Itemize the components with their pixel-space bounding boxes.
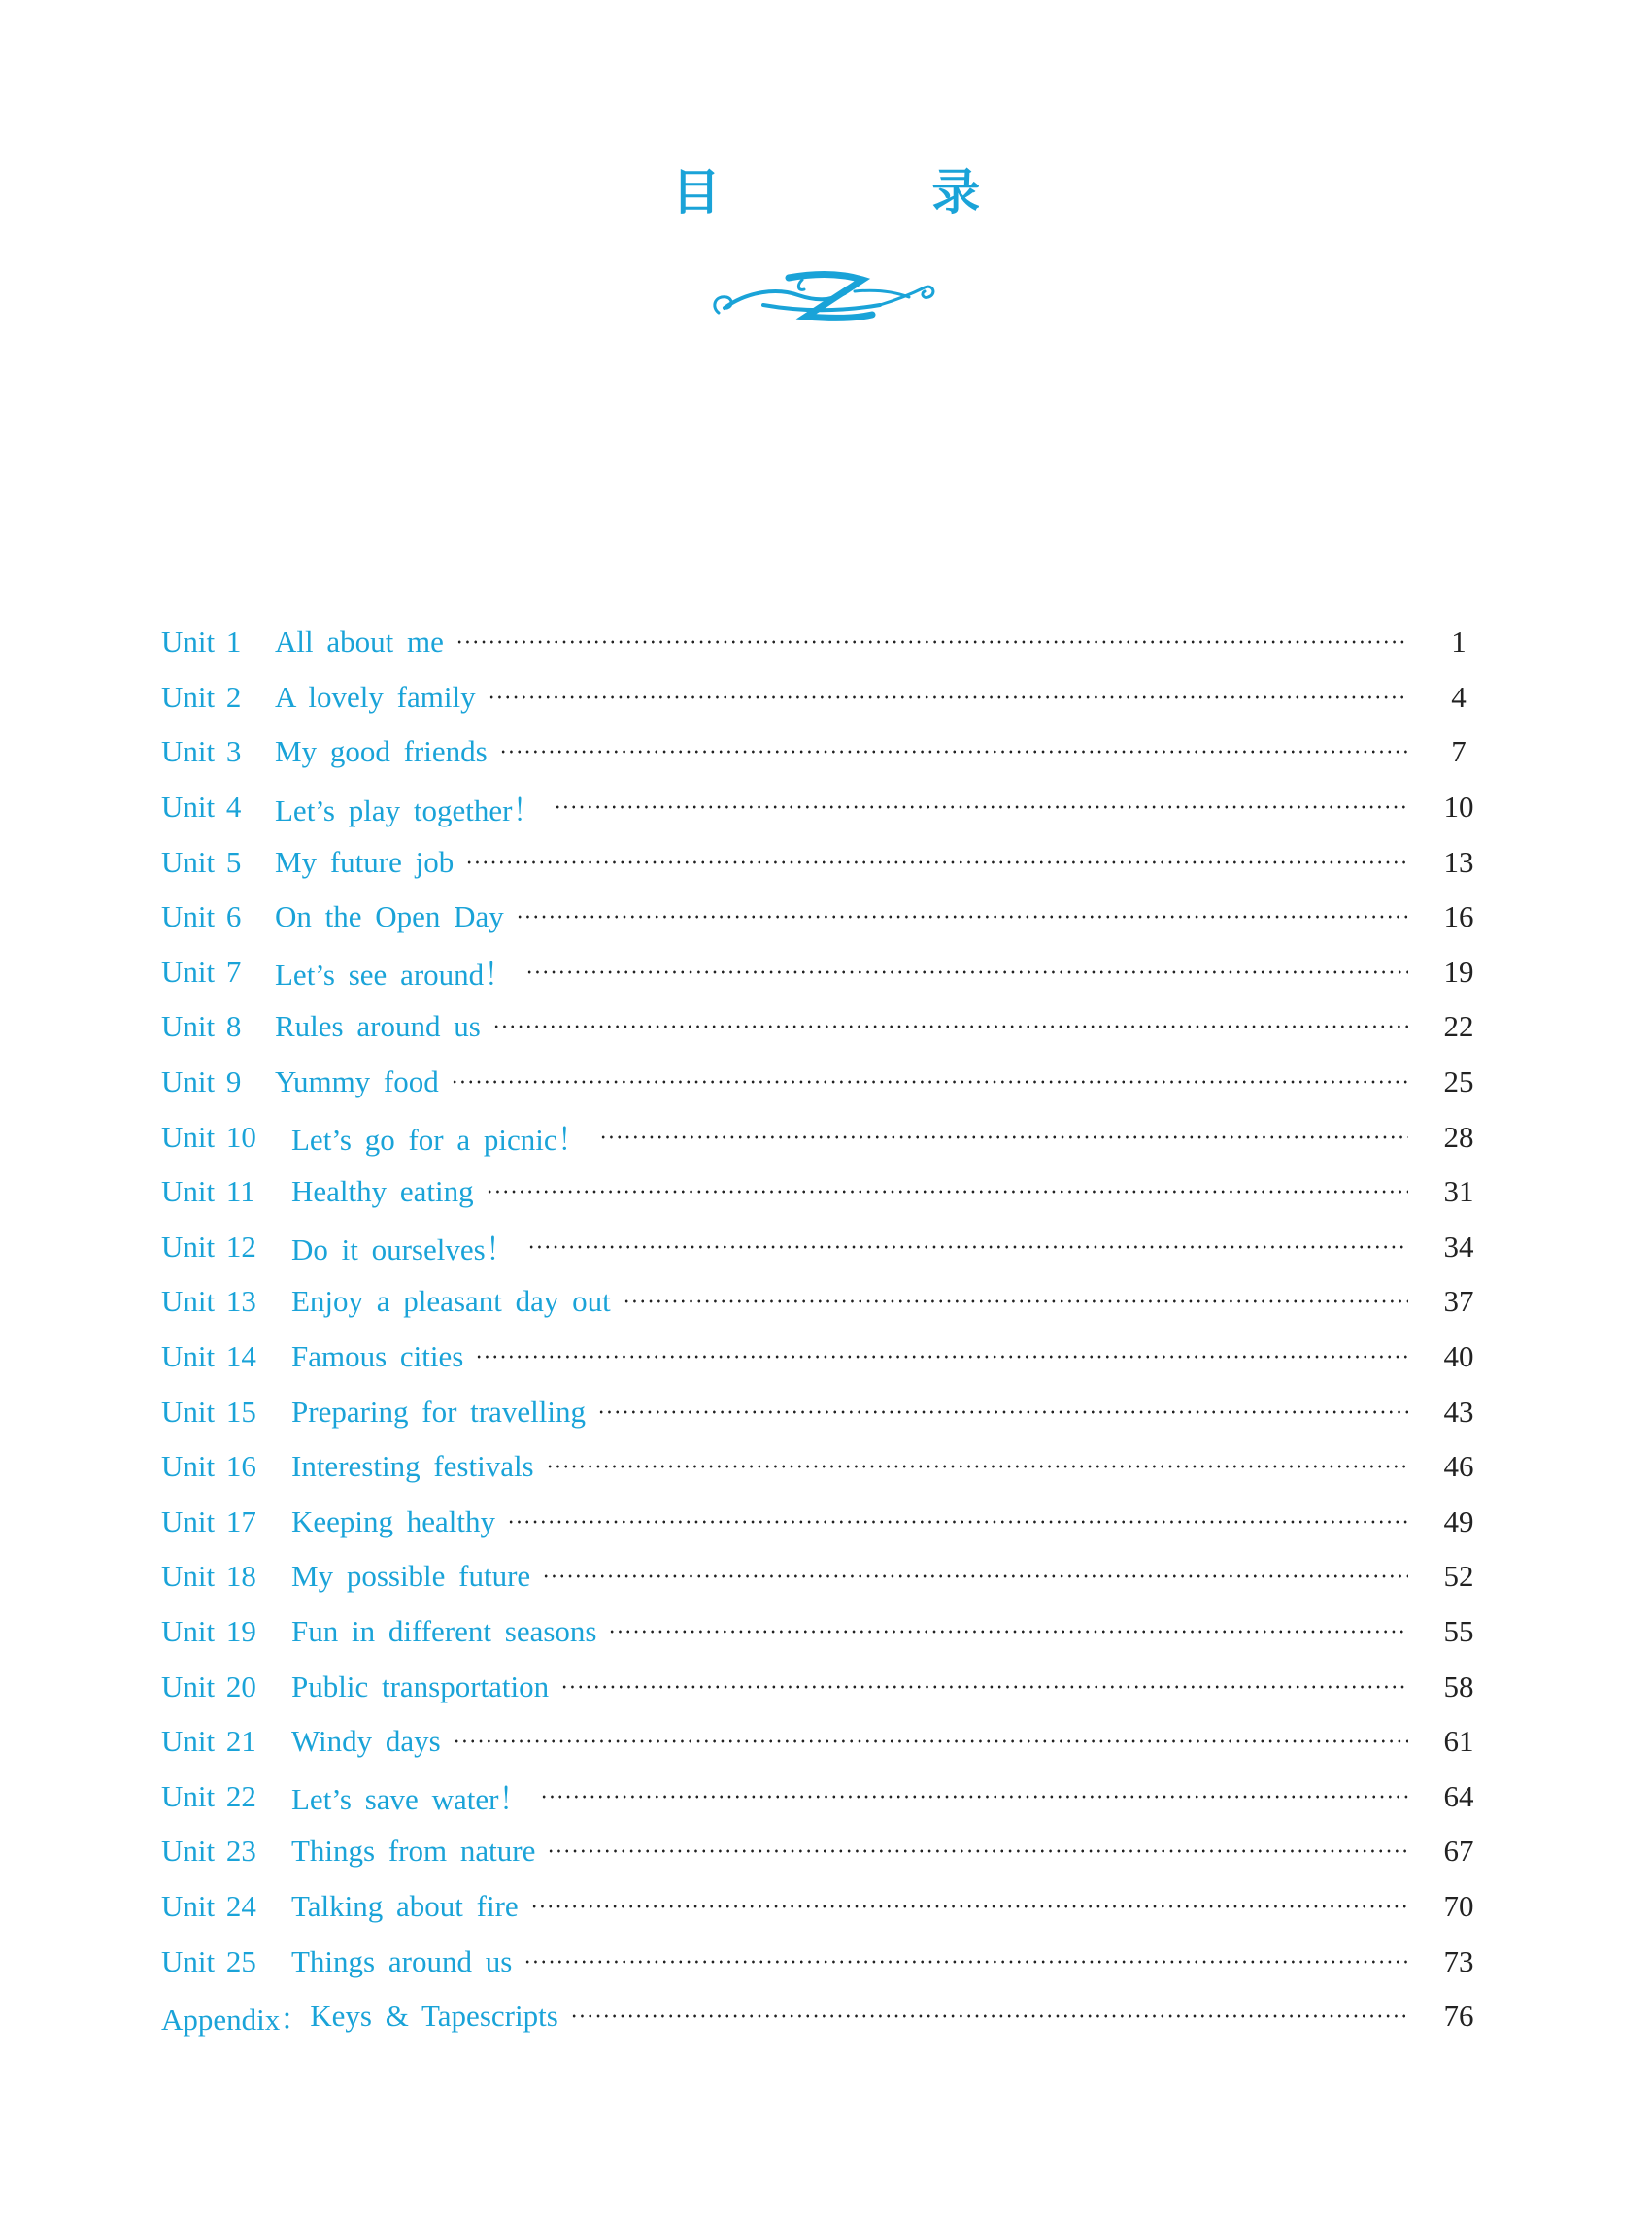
toc-entry[interactable]	[161, 1384, 1482, 1439]
unit-title: On the Open Day	[275, 899, 504, 934]
toc-entry[interactable]	[161, 1274, 1482, 1330]
unit-label: Unit 9	[161, 1064, 242, 1099]
flourish-ornament-icon	[709, 262, 938, 332]
toc-entry[interactable]	[161, 1109, 1482, 1164]
dot-leader	[486, 1190, 1408, 1194]
unit-label: Unit 23	[161, 1834, 256, 1869]
toc-entry[interactable]	[161, 1604, 1482, 1660]
unit-label: Unit 8	[161, 1009, 242, 1044]
table-of-contents	[161, 615, 1482, 2043]
dot-leader	[475, 1355, 1408, 1359]
toc-entry[interactable]	[161, 1824, 1482, 1879]
unit-label: Unit 7	[161, 954, 242, 989]
unit-title: All about me	[275, 624, 444, 659]
unit-title: Do it ourselves！	[291, 1232, 516, 1267]
unit-label: Unit 5	[161, 844, 242, 879]
toc-entry[interactable]	[161, 1330, 1482, 1385]
page-number: 28	[1443, 1119, 1474, 1154]
dot-leader	[492, 1025, 1408, 1028]
dot-leader	[507, 1520, 1408, 1524]
toc-entry[interactable]	[161, 1439, 1482, 1495]
dot-leader	[516, 915, 1408, 919]
toc-entry[interactable]	[161, 999, 1482, 1055]
page-number: 73	[1443, 1943, 1474, 1978]
unit-title: Famous cities	[291, 1339, 464, 1374]
toc-entry[interactable]	[161, 1164, 1482, 1220]
page-number: 76	[1443, 1999, 1474, 2034]
toc-entry[interactable]	[161, 780, 1482, 835]
unit-label: Unit 1	[161, 624, 242, 659]
toc-entry[interactable]	[161, 1220, 1482, 1275]
page-number: 4	[1451, 679, 1467, 714]
unit-label: Unit 21	[161, 1724, 256, 1759]
dot-leader	[560, 1685, 1408, 1689]
toc-entry[interactable]	[161, 670, 1482, 725]
page-number: 61	[1443, 1724, 1474, 1759]
dot-leader	[530, 1905, 1408, 1908]
toc-entry[interactable]	[161, 834, 1482, 890]
unit-title: A lovely family	[275, 679, 476, 714]
dot-leader	[525, 970, 1408, 974]
page-number: 64	[1443, 1778, 1474, 1813]
dot-leader	[527, 1245, 1408, 1249]
toc-entry[interactable]	[161, 945, 1482, 1000]
toc-entry[interactable]	[161, 1714, 1482, 1770]
unit-title: Yummy food	[275, 1064, 439, 1099]
page-number: 55	[1443, 1613, 1474, 1648]
dot-leader	[499, 750, 1408, 754]
dot-leader	[608, 1630, 1408, 1634]
unit-title: My future job	[275, 844, 455, 879]
page-number: 58	[1443, 1669, 1474, 1703]
dot-leader	[465, 860, 1408, 864]
dot-leader	[523, 1960, 1408, 1964]
toc-entry[interactable]	[161, 1769, 1482, 1824]
toc-entry[interactable]	[161, 725, 1482, 780]
page-title: 目 录	[671, 164, 1078, 220]
dot-leader	[451, 1080, 1408, 1084]
unit-title: Fun in different seasons	[291, 1613, 597, 1648]
unit-label: Unit 22	[161, 1778, 256, 1813]
unit-label: Unit 17	[161, 1503, 256, 1538]
page-number: 13	[1443, 844, 1474, 879]
page-number: 7	[1451, 734, 1467, 769]
unit-title: Keeping healthy	[291, 1503, 496, 1538]
page-number: 52	[1443, 1559, 1474, 1594]
dot-leader	[488, 695, 1408, 699]
page-number: 31	[1443, 1174, 1474, 1209]
dot-leader	[597, 1410, 1408, 1414]
unit-label: Unit 13	[161, 1284, 256, 1319]
page-number: 67	[1443, 1834, 1474, 1869]
page-number: 40	[1443, 1339, 1474, 1374]
toc-entry[interactable]	[161, 1989, 1482, 2044]
toc-entry[interactable]	[161, 1055, 1482, 1110]
unit-title: Healthy eating	[291, 1174, 474, 1209]
unit-label: Unit 3	[161, 734, 242, 769]
unit-title: Rules around us	[275, 1009, 481, 1044]
dot-leader	[455, 640, 1408, 644]
unit-title: My good friends	[275, 734, 488, 769]
unit-label: Unit 20	[161, 1669, 256, 1703]
unit-label: Unit 18	[161, 1559, 256, 1594]
unit-label: Unit 24	[161, 1888, 256, 1923]
unit-title: Things around us	[291, 1943, 513, 1978]
unit-title: Enjoy a pleasant day out	[291, 1284, 611, 1319]
toc-entry[interactable]	[161, 890, 1482, 945]
unit-label: Unit 25	[161, 1943, 256, 1978]
toc-entry[interactable]	[161, 1879, 1482, 1935]
dot-leader	[554, 805, 1408, 809]
unit-title: Preparing for travelling	[291, 1394, 586, 1429]
page-number: 37	[1443, 1284, 1474, 1319]
page-number: 22	[1443, 1009, 1474, 1044]
unit-label: Unit 11	[161, 1174, 255, 1209]
unit-title: Let’s see around！	[275, 958, 515, 993]
unit-label: Unit 15	[161, 1394, 256, 1429]
page-number: 16	[1443, 899, 1474, 934]
unit-label: Unit 4	[161, 790, 242, 825]
unit-label: Unit 12	[161, 1229, 256, 1264]
unit-title: Public transportation	[291, 1669, 550, 1703]
page-number: 1	[1451, 624, 1467, 659]
toc-entry[interactable]	[161, 615, 1482, 670]
unit-label: Appendix：	[161, 2002, 311, 2037]
unit-title: Things from nature	[291, 1834, 536, 1869]
dot-leader	[599, 1135, 1408, 1139]
unit-title: My possible future	[291, 1559, 531, 1594]
unit-title: Let’s save water！	[291, 1782, 529, 1817]
dot-leader	[546, 1465, 1408, 1468]
unit-title: Keys & Tapescripts	[310, 1999, 558, 2034]
unit-label: Unit 2	[161, 679, 242, 714]
unit-title: Let’s go for a picnic！	[291, 1123, 588, 1158]
page-number: 34	[1443, 1229, 1474, 1264]
unit-label: Unit 10	[161, 1119, 256, 1154]
page-number: 46	[1443, 1449, 1474, 1484]
page-number: 43	[1443, 1394, 1474, 1429]
toc-entry[interactable]	[161, 1659, 1482, 1714]
unit-label: Unit 6	[161, 899, 242, 934]
page-number: 10	[1443, 790, 1474, 825]
toc-entry[interactable]	[161, 1549, 1482, 1604]
dot-leader	[540, 1795, 1408, 1799]
unit-label: Unit 14	[161, 1339, 256, 1374]
page-number: 49	[1443, 1503, 1474, 1538]
dot-leader	[570, 2014, 1408, 2018]
toc-entry[interactable]	[161, 1495, 1482, 1550]
page-number: 19	[1443, 954, 1474, 989]
dot-leader	[623, 1299, 1408, 1303]
dot-leader	[547, 1849, 1408, 1853]
unit-title: Interesting festivals	[291, 1449, 534, 1484]
toc-entry[interactable]	[161, 1934, 1482, 1989]
dot-leader	[453, 1739, 1408, 1743]
page-number: 25	[1443, 1064, 1474, 1099]
unit-label: Unit 16	[161, 1449, 256, 1484]
unit-title: Windy days	[291, 1724, 441, 1759]
page-number: 70	[1443, 1888, 1474, 1923]
dot-leader	[542, 1574, 1408, 1578]
unit-label: Unit 19	[161, 1613, 256, 1648]
unit-title: Let’s play together！	[275, 792, 543, 827]
unit-title: Talking about fire	[291, 1888, 519, 1923]
